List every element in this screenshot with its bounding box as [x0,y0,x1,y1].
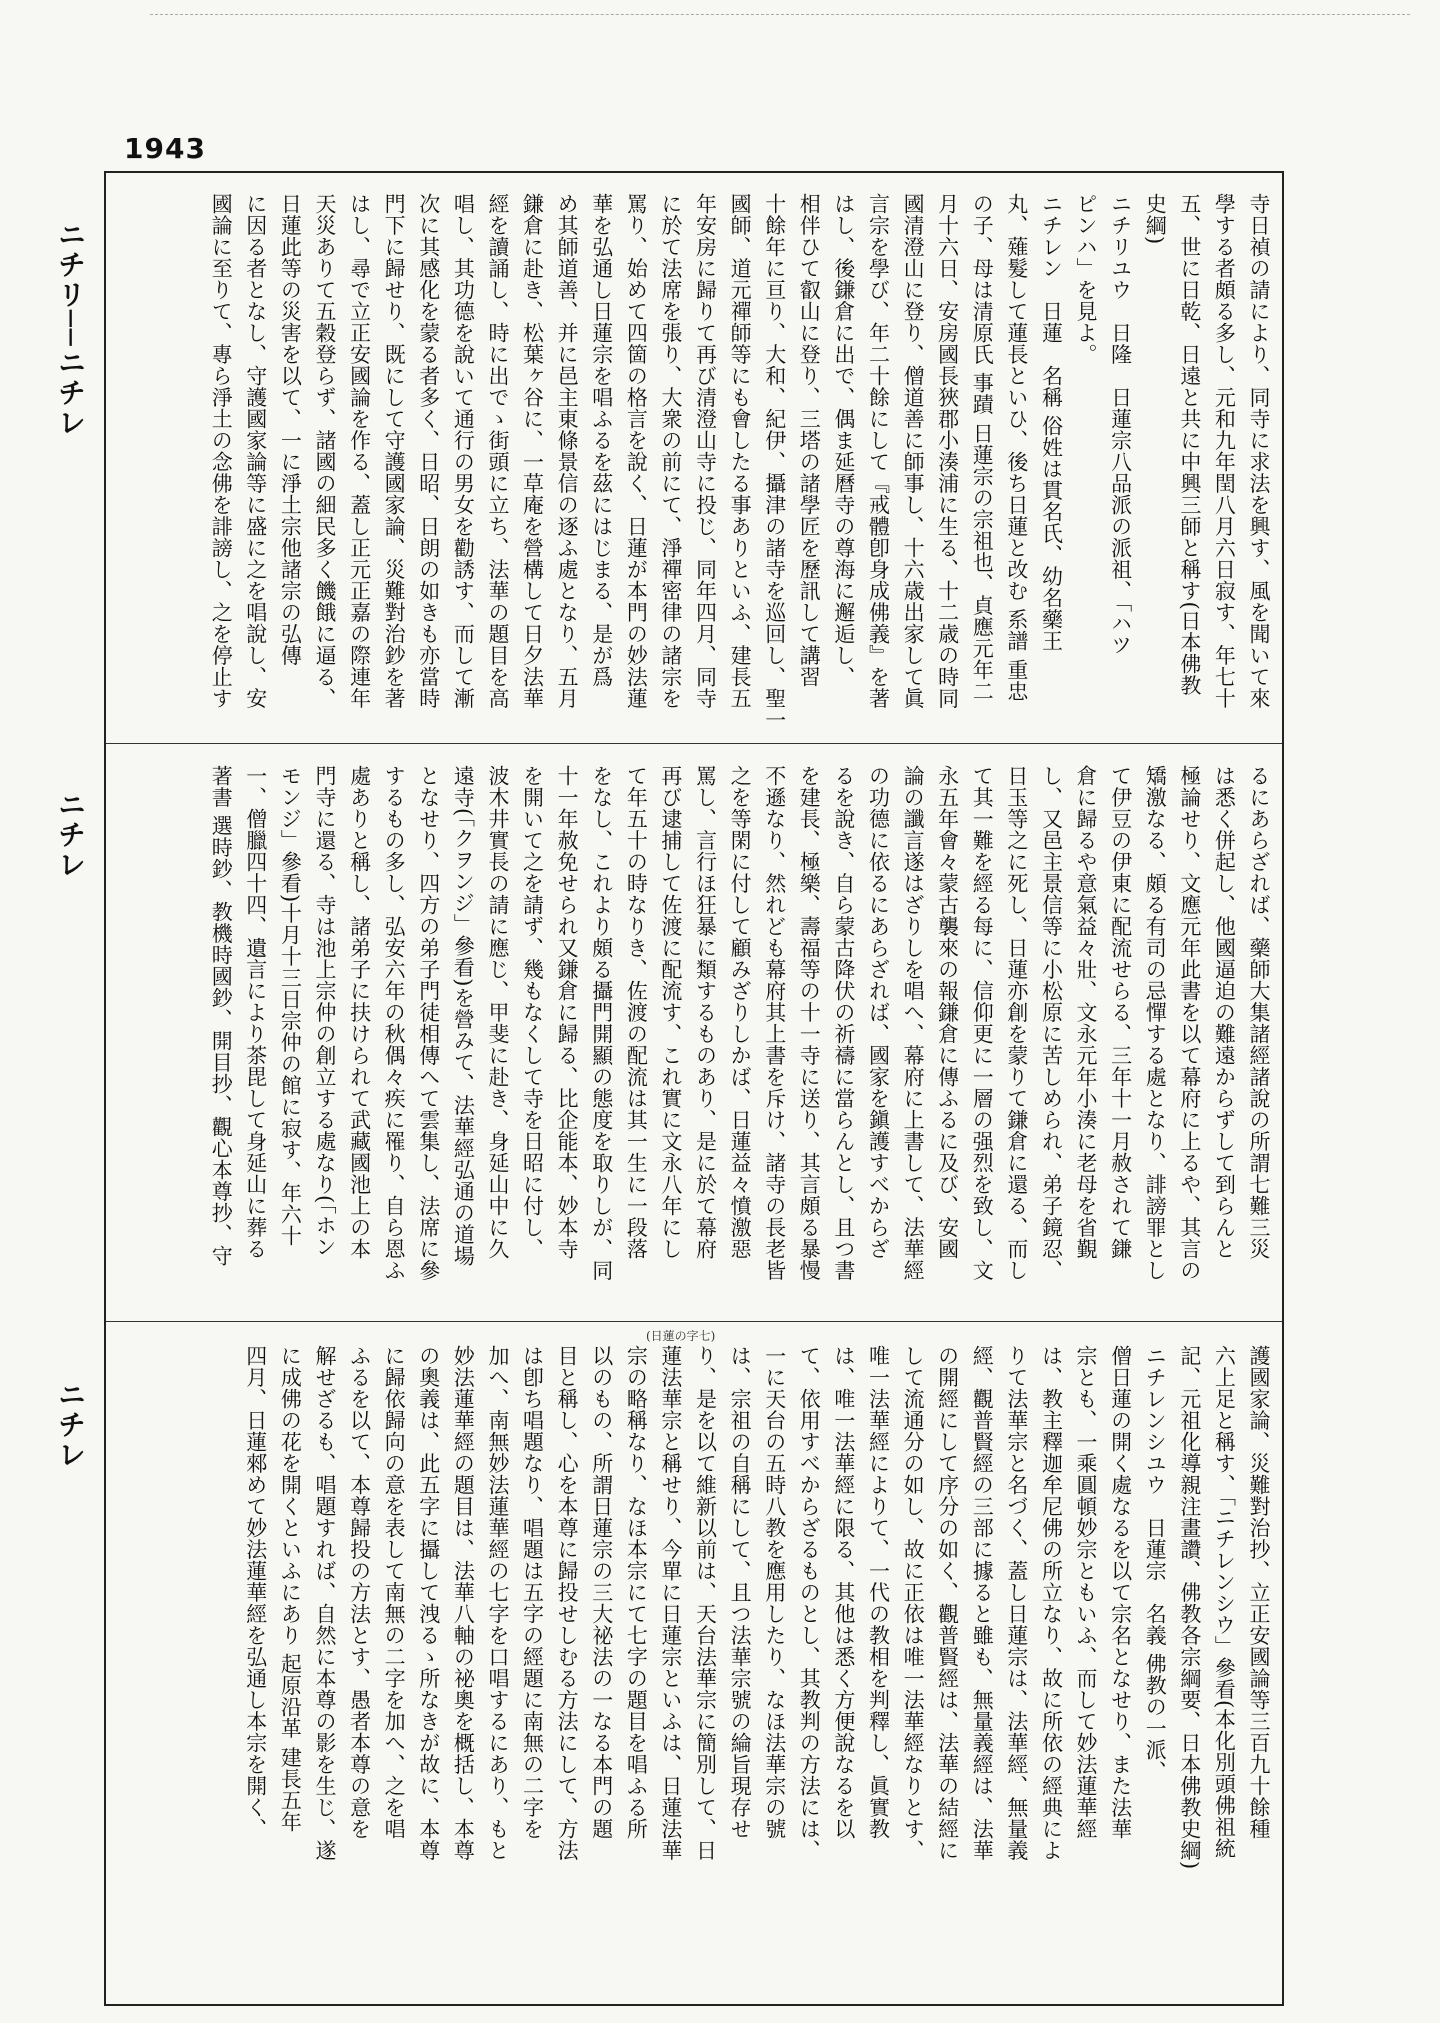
text-column: 解せざるも、唱題すれば、自然に本尊の影を生じ、遂 [312,1345,337,1861]
tier-caption: (日蓮の字七) [646,1329,716,1343]
text-column: し、又邑主景信等に小松原に苦しめられ、弟子鏡忍、 [1039,765,1064,1281]
text-column: 國論に至りて、專ら淨土の念佛を誹謗し、之を停止す [209,193,234,709]
margin-label-3: ニチレ [54,1380,87,1470]
text-column: 華を弘通し日蓮宗を唱ふるを茲にはじまる、是が爲 [589,193,614,688]
text-column: 以のもの、所謂日蓮宗の三大祕法の一なる本門の題 [589,1345,614,1840]
text-column: て伊豆の伊東に配流せらる、三年十一月赦されて鎌 [1108,765,1133,1260]
text-column: 國清澄山に登り、僧道善に師事し、十六歳出家して眞 [901,193,926,709]
text-column: 宗とも、一乘圓頓妙宗ともいふ、而して妙法蓮華經 [1074,1345,1099,1840]
text-column: を開いて之を請ず、幾もなくして寺を日昭に付し、 [520,765,545,1260]
text-column: 一、僧臘四十四、遺言により茶毘して身延山に葬る [243,765,268,1260]
tier-2-text [112,765,1276,1305]
text-column: 五、世に日乾、日遠と共に中興三師と稱す(日本佛教 [1177,193,1202,697]
tier-1-text [112,193,1276,738]
tier-divider-1 [106,743,1282,744]
text-column: 倉に歸るや意氣益々壯、文永元年小湊に老母を省覲 [1074,765,1099,1260]
text-column: 門下に歸せり、既にして守護國家論、災難對治鈔を著 [382,193,407,709]
text-column: るにあらざれば、藥師大集諸經諸說の所謂七難三災 [1247,765,1271,1260]
text-column: は卽ち唱題なり、唱題は五字の經題に南無の二字を [520,1345,545,1840]
text-column: ニチリユウ 日隆 日蓮宗八品派の派祖、「ハツ [1108,193,1133,656]
text-column: 鎌倉に赴き、松葉ヶ谷に、一草庵を營構して日夕法華 [520,193,545,709]
text-column: 日蓮此等の災害を以て、一に淨土宗他諸宗の弘傳 [278,193,303,666]
text-column: 處ありと稱し、諸弟子に扶けられて武藏國池上の本 [347,765,372,1260]
text-column: を建長、極樂、壽福等の十一寺に送り、其言頗る暴慢 [797,765,822,1281]
top-dashed-line [150,14,1410,15]
text-column: は、教主釋迦牟尼佛の所立なり、故に所依の經典によ [1039,1345,1064,1861]
text-column: 門寺に還る、寺は池上宗仲の創立する處なり(「ホン [312,765,337,1258]
text-column: 著書 選時鈔、教機時國鈔、開目抄、觀心本尊抄、守 [209,765,234,1267]
text-column: 史綱) [1143,193,1168,245]
text-column: 次に其感化を蒙る者多く、日昭、日朗の如きも亦當時 [416,193,441,709]
text-column: をなし、これより頗る攝門開顯の態度を取りしが、同 [589,765,614,1281]
text-column: 年安房に歸りて再び清澄山寺に投じ、同年四月、同寺 [693,193,718,709]
text-column: はし、後鎌倉に出で、偶ま延曆寺の尊海に邂逅し、 [831,193,856,688]
text-column: 寺日禎の請により、同寺に求法を興す、風を聞いて來 [1247,193,1271,709]
text-column: 十餘年に亘り、大和、紀伊、攝津の諸寺を巡回し、聖一 [762,193,787,731]
text-column: 不遜なり、然れども幕府其上書を斥け、諸寺の長老皆 [762,765,787,1281]
text-column: は、宗祖の自稱にして、且つ法華宗號の綸旨現存せ [728,1345,753,1840]
text-column: 僧日蓮の開く處なるを以て宗名となせり、また法華 [1108,1345,1133,1840]
text-column: ふるを以て、本尊歸投の方法とす、愚者本尊の意を [347,1345,372,1840]
text-column: 宗の略稱なり、なほ本宗にて七字の題目を唱ふる所 [624,1345,649,1840]
text-column: 罵り、始めて四箇の格言を說く、日蓮が本門の妙法蓮 [624,193,649,709]
text-column: 罵し、言行ほ狂暴に類するものあり、是に於て幕府 [693,765,718,1260]
margin-label-1: ニチリ──ニチレ [54,220,87,438]
text-column: ピンハ」を見よ。 [1074,193,1099,365]
text-column: 蓮法華宗と稱せり、今單に日蓮宗といふは、日蓮法華 [658,1345,683,1861]
text-column: 丸、薙髮して蓮長といひ、後ち日蓮と改む 系譜 重忠 [1004,193,1029,702]
text-column: ニチレン 日蓮 名稱 俗姓は貫名氏、幼名藥王 [1039,193,1064,652]
text-column: 日玉等之に死し、日蓮亦創を蒙りて鎌倉に還る、而し [1004,765,1029,1281]
text-column: 國師、道元禪師等にも會したる事ありといふ、建長五 [728,193,753,709]
text-column: り、是を以て維新以前は、天台法華宗に簡別して、日 [693,1345,718,1861]
text-column: するもの多し、弘安六年の秋偶々疾に罹り、自ら恩ふ [382,765,407,1281]
text-column: の功德に依るにあらざれば、國家を鎭護すべからざ [866,765,891,1260]
text-column: 月十六日、安房國長狹郡小湊浦に生る、十二歳の時同 [935,193,960,709]
text-column: 妙法蓮華經の題目は、法華八軸の祕奧を概括し、本尊 [451,1345,476,1861]
text-column: の奧義は、此五字に攝して洩るゝ所なきが故に、本尊 [416,1345,441,1861]
text-column: に於て法席を張り、大衆の前にて、淨禪密律の諸宗を [658,193,683,709]
text-column: 遠寺(「クヲンジ」參看)を營みて、法華經弘通の道場 [451,765,476,1267]
text-column: て年五十の時なりき、佐渡の配流は其一生に一段落 [624,765,649,1260]
text-column: 再び逮捕して佐渡に配流す、これ實に文永八年にし [658,765,683,1260]
text-column: 四月、日蓮郲めて妙法蓮華經を弘通し本宗を開く、 [243,1345,268,1840]
text-column: に因る者となし、守護國家論等に盛に之を唱說し、安 [243,193,268,709]
text-column: 波木井實長の請に應じ、甲斐に赴き、身延山中に久 [485,765,510,1260]
text-column: 學する者頗る多し、元和九年閏八月六日寂す、年七十 [1212,193,1237,709]
tier-3-text [112,1345,1276,1995]
text-column: はし、尋で立正安國論を作る、蓋し正元正嘉の際連年 [347,193,372,709]
text-column: は悉く併起し、他國逼迫の難遠からずして到らんと [1212,765,1237,1260]
text-column: して流通分の如し、故に正依は唯一法華經なりとす、 [901,1345,926,1861]
page-frame [104,171,1284,2006]
text-column: 目と稱し、心を本尊に歸投せしむる方法にして、方法 [555,1345,580,1861]
text-column: 經、觀普賢經の三部に據ると雖も、無量義經は、法華 [970,1345,995,1861]
text-column: 記、元祖化導親注畫讚、佛教各宗綱要、日本佛教史綱) [1177,1345,1202,1870]
text-column: 極論せり、文應元年此書を以て幕府に上るや、其言の [1177,765,1202,1281]
text-column: 一に天台の五時八教を應用したり、なほ法華宗の號 [762,1345,787,1840]
text-column: 論の讖言遂はざりしを唱へ、幕府に上書して、法華經 [901,765,926,1281]
text-column: 唱し、其功德を說いて通行の男女を勸誘す、而して漸 [451,193,476,709]
text-column: 天災ありて五穀登らず、諸國の細民多く饑餓に逼る、 [312,193,337,709]
text-column: モンジ」參看)十月十三日宗仲の館に寂す、年六十 [278,765,303,1247]
margin-label-2: ニチレ [54,790,87,880]
text-column: は、唯一法華經に限る、其他は悉く方便說なるを以 [831,1345,856,1840]
text-column: の子、母は清原氏 事蹟 日蓮宗の宗祖也、貞應元年二 [970,193,995,702]
text-column: りて法華宗と名づく、蓋し日蓮宗は、法華經、無量義 [1004,1345,1029,1861]
text-column: 十一年赦免せられ又鎌倉に歸る、比企能本、妙本寺 [555,765,580,1260]
text-column: に成佛の花を開くといふにあり 起原沿革 建長五年 [278,1345,303,1833]
text-column: に歸依歸向の意を表して南無の二字を加へ、之を唱 [382,1345,407,1840]
text-column: るを說き、自ら蒙古降伏の祈禱に當らんとし、且つ書 [831,765,856,1281]
text-column: ニチレンシユウ 日蓮宗 名義 佛教の一派、 [1143,1345,1168,1783]
text-column: て其一難を經る每に、信仰更に一層の强烈を致し、文 [970,765,995,1281]
text-column: 之を等閑に付して顧みざりしかば、日蓮益々憤激惡 [728,765,753,1260]
text-column: 言宗を學び、年二十餘にして『戒體卽身成佛義』を著 [866,193,891,709]
text-column: め其師道善、并に邑主東條景信の逐ふ處となり、五月 [555,193,580,709]
text-column: 唯一法華經によりて、一代の教相を判釋し、眞實教 [866,1345,891,1840]
text-column: 護國家論、災難對治抄、立正安國論等三百九十餘種 [1247,1345,1271,1840]
tier-divider-2 [106,1321,1282,1322]
text-column: 相伴ひて叡山に登り、三塔の諸學匠を歷訊して講習 [797,193,822,688]
text-column: 加へ、南無妙法蓮華經の七字を口唱するにあり、もと [485,1345,510,1861]
text-column: の開經にして序分の如く、觀普賢經は、法華の結經に [935,1345,960,1861]
text-column: て、依用すべからざるものとし、其教判の方法には、 [797,1345,822,1861]
text-column: 永五年會々蒙古襲來の報鎌倉に傳ふるに及び、安國 [935,765,960,1260]
page-number: 1943 [124,132,206,165]
text-column: 矯激なる、頗る有司の忌憚する處となり、誹謗罪とし [1143,765,1168,1281]
text-column: 經を讀誦し、時に出でゝ街頭に立ち、法華の題目を高 [485,193,510,709]
text-column: 六上足と稱す、「ニチレンシウ」參看(本化別頭佛祖統 [1212,1345,1237,1860]
text-column: となせり、四方の弟子門徒相傳へて雲集し、法席に參 [416,765,441,1281]
